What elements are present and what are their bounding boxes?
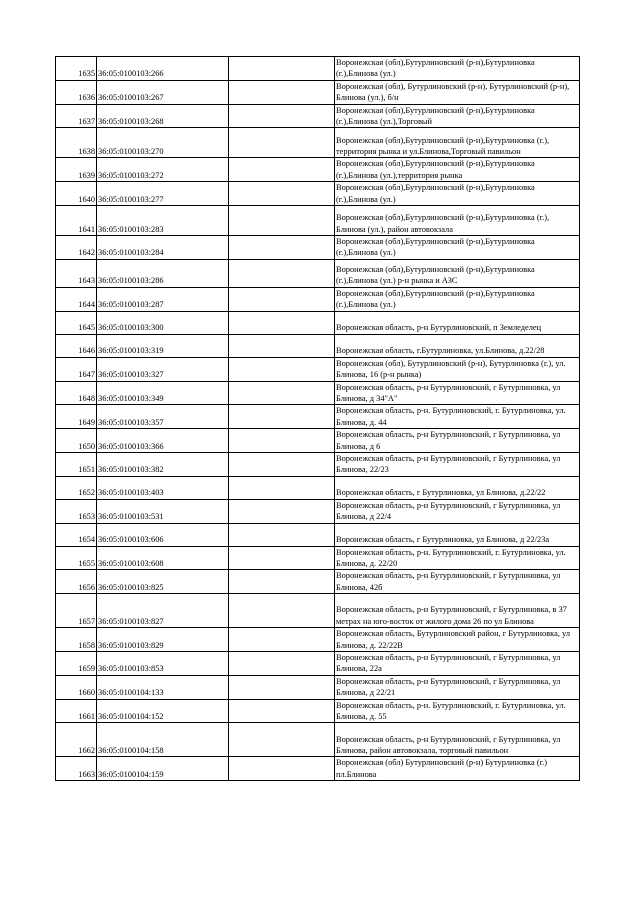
address-cell: Воронежская (обл),Бутурлиновский (р-н),Бутурлиновка (г.),Блинова (ул.) [335,182,580,206]
table-row [56,57,580,81]
parcel-table-body [56,57,580,781]
empty-cell [229,206,335,236]
table-row [56,757,580,781]
cadastral-number: 36:05:0100104:152 [97,699,229,723]
cadastral-number: 36:05:0100103:319 [97,334,229,357]
empty-cell [229,405,335,429]
empty-cell [229,381,335,405]
address-cell: Воронежская область, р-н. Бутурлиновский, г. Бутурлиновка, ул. Блинова, д. 44 [335,405,580,429]
row-number: 1661 [56,699,97,723]
address-cell: Воронежская область, р-н. Бутурлиновский, г. Бутурлиновка, ул. Блинова, д. 22/20 [335,546,580,570]
row-number: 1638 [56,128,97,158]
row-number: 1642 [56,236,97,260]
address-cell: Воронежская (обл),Бутурлиновский (р-н),Бутурлиновка (г.), Блинова (ул.), район автовокзала [335,206,580,236]
address-cell: Воронежская область, р-н Бутурлиновский, г Бутурлиновка, ул Блинова, 42б [335,570,580,594]
address-cell: Воронежская область, р-н Бутурлиновский, г Бутурлиновка, ул Блинова, д 22/4 [335,499,580,523]
cadastral-number: 36:05:0100103:531 [97,499,229,523]
address-cell: Воронежская область, р-н Бутурлиновский, г Бутурлиновка, ул Блинова, д 22/21 [335,675,580,699]
row-number: 1640 [56,182,97,206]
table-row [56,357,580,381]
address-cell: Воронежская (обл), Бутурлиновский (р-н), Бутурлиновский (р-н), Блинова (ул.), б/н [335,80,580,104]
address-cell: Воронежская (обл),Бутурлиновский (р-н),Бутурлиновка (г.),Блинова (ул.),Торговый [335,104,580,128]
row-number: 1643 [56,259,97,287]
empty-cell [229,429,335,453]
cadastral-number: 36:05:0100103:827 [97,594,229,628]
table-row [56,429,580,453]
row-number: 1639 [56,158,97,182]
empty-cell [229,311,335,334]
row-number: 1651 [56,452,97,476]
table-row [56,652,580,676]
table-row [56,104,580,128]
row-number: 1654 [56,523,97,546]
cadastral-number: 36:05:0100103:349 [97,381,229,405]
empty-cell [229,259,335,287]
cadastral-number: 36:05:0100104:159 [97,757,229,781]
cadastral-number: 36:05:0100103:327 [97,357,229,381]
document-page [55,56,578,781]
table-row [56,675,580,699]
address-cell: Воронежская область, Бутурлиновский район, г Бутурлиновка, ул Блинова, д. 22/22В [335,628,580,652]
empty-cell [229,57,335,81]
address-cell: Воронежская область, р-н Бутурлиновский, г Бутурлиновка, ул Блинова, 22/23 [335,452,580,476]
address-cell: Воронежская (обл),Бутурлиновский (р-н),Бутурлиновка (г.),Блинова (ул.) [335,287,580,311]
table-row [56,594,580,628]
empty-cell [229,523,335,546]
address-cell: Воронежская область, г Бутурлиновка, ул Блинова, д 22/23а [335,523,580,546]
table-row [56,206,580,236]
table-row [56,476,580,499]
table-row [56,546,580,570]
cadastral-number: 36:05:0100103:272 [97,158,229,182]
address-cell: Воронежская область, р-н. Бутурлиновский, г. Бутурлиновка, ул. Блинова, д. 55 [335,699,580,723]
address-cell: Воронежская область, г.Бутурлиновка, ул.Блинова, д.22/28 [335,334,580,357]
parcel-table [55,56,580,781]
table-row [56,287,580,311]
cadastral-number: 36:05:0100103:277 [97,182,229,206]
address-cell: Воронежская область, р-н Бутурлиновский, г Бутурлиновка, ул Блинова, район автовокзала, торговый павильон [335,723,580,757]
row-number: 1660 [56,675,97,699]
table-row [56,523,580,546]
cadastral-number: 36:05:0100103:825 [97,570,229,594]
cadastral-number: 36:05:0100103:366 [97,429,229,453]
empty-cell [229,80,335,104]
table-row [56,452,580,476]
address-cell: Воронежская область, р-н Бутурлиновский, г Бутурлиновка, в 37 метрах на юго-восток от жилого дома 26 по ул Блинова [335,594,580,628]
row-number: 1637 [56,104,97,128]
address-cell: Воронежская область, р-н Бутурлиновский, г Бутурлиновка, ул Блинова, 22а [335,652,580,676]
cadastral-number: 36:05:0100103:267 [97,80,229,104]
table-row [56,405,580,429]
address-cell: Воронежская область, р-н Бутурлиновский, г Бутурлиновка, ул Блинова, д 6 [335,429,580,453]
empty-cell [229,357,335,381]
table-row [56,499,580,523]
row-number: 1658 [56,628,97,652]
cadastral-number: 36:05:0100103:357 [97,405,229,429]
address-cell: Воронежская (обл),Бутурлиновский (р-н),Бутурлиновка (г.),Блинова (ул.) [335,57,580,81]
cadastral-number: 36:05:0100103:829 [97,628,229,652]
row-number: 1635 [56,57,97,81]
empty-cell [229,182,335,206]
cadastral-number: 36:05:0100104:133 [97,675,229,699]
cadastral-number: 36:05:0100103:286 [97,259,229,287]
table-row [56,80,580,104]
empty-cell [229,128,335,158]
row-number: 1650 [56,429,97,453]
cadastral-number: 36:05:0100103:382 [97,452,229,476]
row-number: 1652 [56,476,97,499]
row-number: 1657 [56,594,97,628]
empty-cell [229,628,335,652]
empty-cell [229,499,335,523]
cadastral-number: 36:05:0100103:270 [97,128,229,158]
address-cell: Воронежская (обл),Бутурлиновский (р-н),Бутурлиновка (г.),Блинова (ул.),территория рынка [335,158,580,182]
table-row [56,723,580,757]
row-number: 1646 [56,334,97,357]
table-row [56,259,580,287]
address-cell: Воронежская (обл) Бутурлиновский (р-н) Бутурлиновка (г.) пл.Блинова [335,757,580,781]
cadastral-number: 36:05:0100103:266 [97,57,229,81]
cadastral-number: 36:05:0100103:300 [97,311,229,334]
row-number: 1644 [56,287,97,311]
address-cell: Воронежская (обл),Бутурлиновский (р-н),Бутурлиновка (г.), территория рынка и ул.Блинова,Торговый павильон [335,128,580,158]
address-cell: Воронежская область, р-н Бутурлиновский, п Земледелец [335,311,580,334]
empty-cell [229,452,335,476]
cadastral-number: 36:05:0100103:268 [97,104,229,128]
empty-cell [229,158,335,182]
empty-cell [229,236,335,260]
table-row [56,128,580,158]
empty-cell [229,675,335,699]
row-number: 1653 [56,499,97,523]
row-number: 1648 [56,381,97,405]
row-number: 1645 [56,311,97,334]
address-cell: Воронежская (обл),Бутурлиновский (р-н),Бутурлиновка (г.),Блинова (ул.) р-н рынка и АЗС [335,259,580,287]
empty-cell [229,476,335,499]
empty-cell [229,594,335,628]
empty-cell [229,334,335,357]
row-number: 1655 [56,546,97,570]
address-cell: Воронежская область, р-н Бутурлиновский, г Бутурлиновка, ул Блинова, д 34"А" [335,381,580,405]
cadastral-number: 36:05:0100103:608 [97,546,229,570]
empty-cell [229,546,335,570]
empty-cell [229,757,335,781]
table-row [56,570,580,594]
table-row [56,334,580,357]
cadastral-number: 36:05:0100103:606 [97,523,229,546]
row-number: 1641 [56,206,97,236]
cadastral-number: 36:05:0100103:403 [97,476,229,499]
address-cell: Воронежская (обл),Бутурлиновский (р-н),Бутурлиновка (г.),Блинова (ул.) [335,236,580,260]
empty-cell [229,570,335,594]
empty-cell [229,652,335,676]
empty-cell [229,104,335,128]
table-row [56,236,580,260]
empty-cell [229,287,335,311]
table-row [56,158,580,182]
row-number: 1663 [56,757,97,781]
cadastral-number: 36:05:0100104:158 [97,723,229,757]
row-number: 1647 [56,357,97,381]
cadastral-number: 36:05:0100103:287 [97,287,229,311]
address-cell: Воронежская область, г Бутурлиновка, ул Блинова, д.22/22 [335,476,580,499]
empty-cell [229,699,335,723]
table-row [56,182,580,206]
address-cell: Воронежская (обл), Бутурлиновский (р-н), Бутурлиновка (г.), ул. Блинова, 16 (р-н рынка) [335,357,580,381]
row-number: 1659 [56,652,97,676]
cadastral-number: 36:05:0100103:853 [97,652,229,676]
row-number: 1656 [56,570,97,594]
cadastral-number: 36:05:0100103:284 [97,236,229,260]
table-row [56,381,580,405]
cadastral-number: 36:05:0100103:283 [97,206,229,236]
row-number: 1636 [56,80,97,104]
table-row [56,628,580,652]
table-row [56,311,580,334]
empty-cell [229,723,335,757]
table-row [56,699,580,723]
row-number: 1662 [56,723,97,757]
row-number: 1649 [56,405,97,429]
